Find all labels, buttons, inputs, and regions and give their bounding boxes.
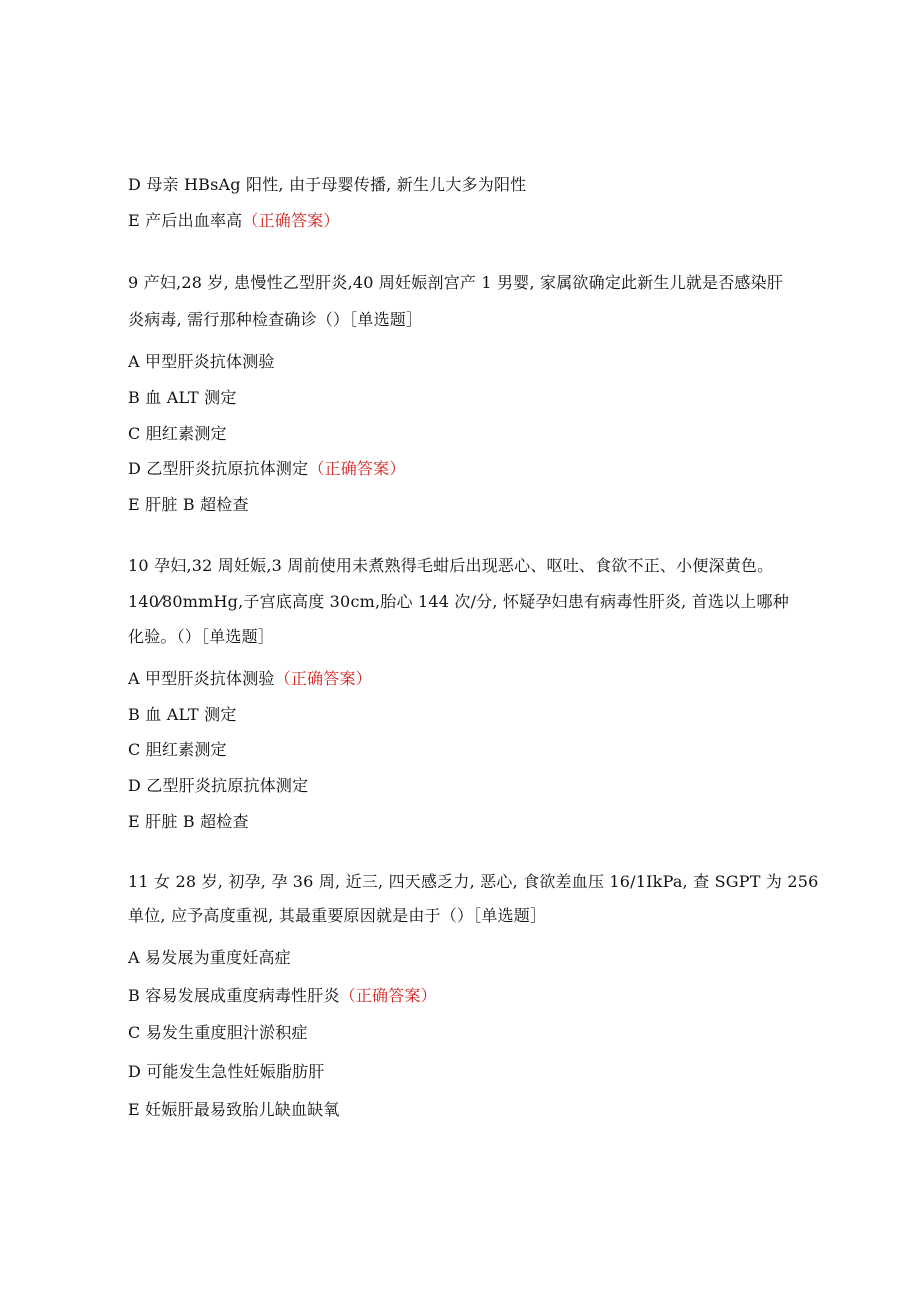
option-c: C 易发生重度胆汁淤积症 [128, 1023, 308, 1042]
option-d: D 乙型肝炎抗原抗体测定（正确答案） [128, 459, 406, 478]
question-10-text: 化验。（）［单选题］ [128, 627, 275, 646]
option-a: A 易发展为重度妊高症 [128, 948, 291, 967]
option-e: E 肝脏 B 超检查 [128, 495, 249, 514]
correct-answer-mark: （正确答案） [339, 986, 437, 1005]
question-11-text: 单位, 应予高度重视, 其最重要原因就是由于（）［单选题］ [128, 906, 547, 925]
question-10-text: 10 孕妇,32 周妊娠,3 周前使用未煮熟得毛蚶后出现恶心、呕吐、食欲不正、小便深黄色。 [128, 556, 774, 575]
option-b: B 容易发展成重度病毒性肝炎（正确答案） [128, 986, 437, 1005]
question-9-text: 9 产妇,28 岁, 患慢性乙型肝炎,40 周妊娠剖宫产 1 男婴, 家属欲确定此新生儿就是否感染肝 [128, 273, 784, 292]
option-c: C 胆红素测定 [128, 424, 227, 443]
option-b: B 血 ALT 测定 [128, 705, 237, 724]
option-d: D 母亲 HBsAg 阳性, 由于母婴传播, 新生儿大多为阳性 [128, 175, 527, 194]
option-b: B 血 ALT 测定 [128, 388, 237, 407]
correct-answer-mark: （正确答案） [308, 459, 406, 478]
option-d: D 乙型肝炎抗原抗体测定 [128, 776, 309, 795]
option-d: D 可能发生急性妊娠脂肪肝 [128, 1062, 325, 1081]
question-9-text: 炎病毒, 需行那种检查确诊（）［单选题］ [128, 310, 423, 329]
correct-answer-mark: （正确答案） [274, 669, 372, 688]
question-10-text: 140⁄80mmHg,子宫底高度 30cm,胎心 144 次/分, 怀疑孕妇患有病毒性肝炎, 首选以上哪种 [128, 592, 789, 611]
option-a: A 甲型肝炎抗体测验（正确答案） [128, 669, 372, 688]
option-a: A 甲型肝炎抗体测验 [128, 352, 275, 371]
correct-answer-mark: （正确答案） [242, 211, 340, 230]
option-e: E 妊娠肝最易致胎儿缺血缺氧 [128, 1100, 340, 1119]
option-e: E 产后出血率高（正确答案） [128, 211, 340, 230]
option-c: C 胆红素测定 [128, 740, 227, 759]
option-e: E 肝脏 B 超检查 [128, 812, 249, 831]
question-11-text: 11 女 28 岁, 初孕, 孕 36 周, 近三, 四天感乏力, 恶心, 食欲差血压 16/1IkPa, 查 SGPT 为 256 [128, 872, 819, 891]
